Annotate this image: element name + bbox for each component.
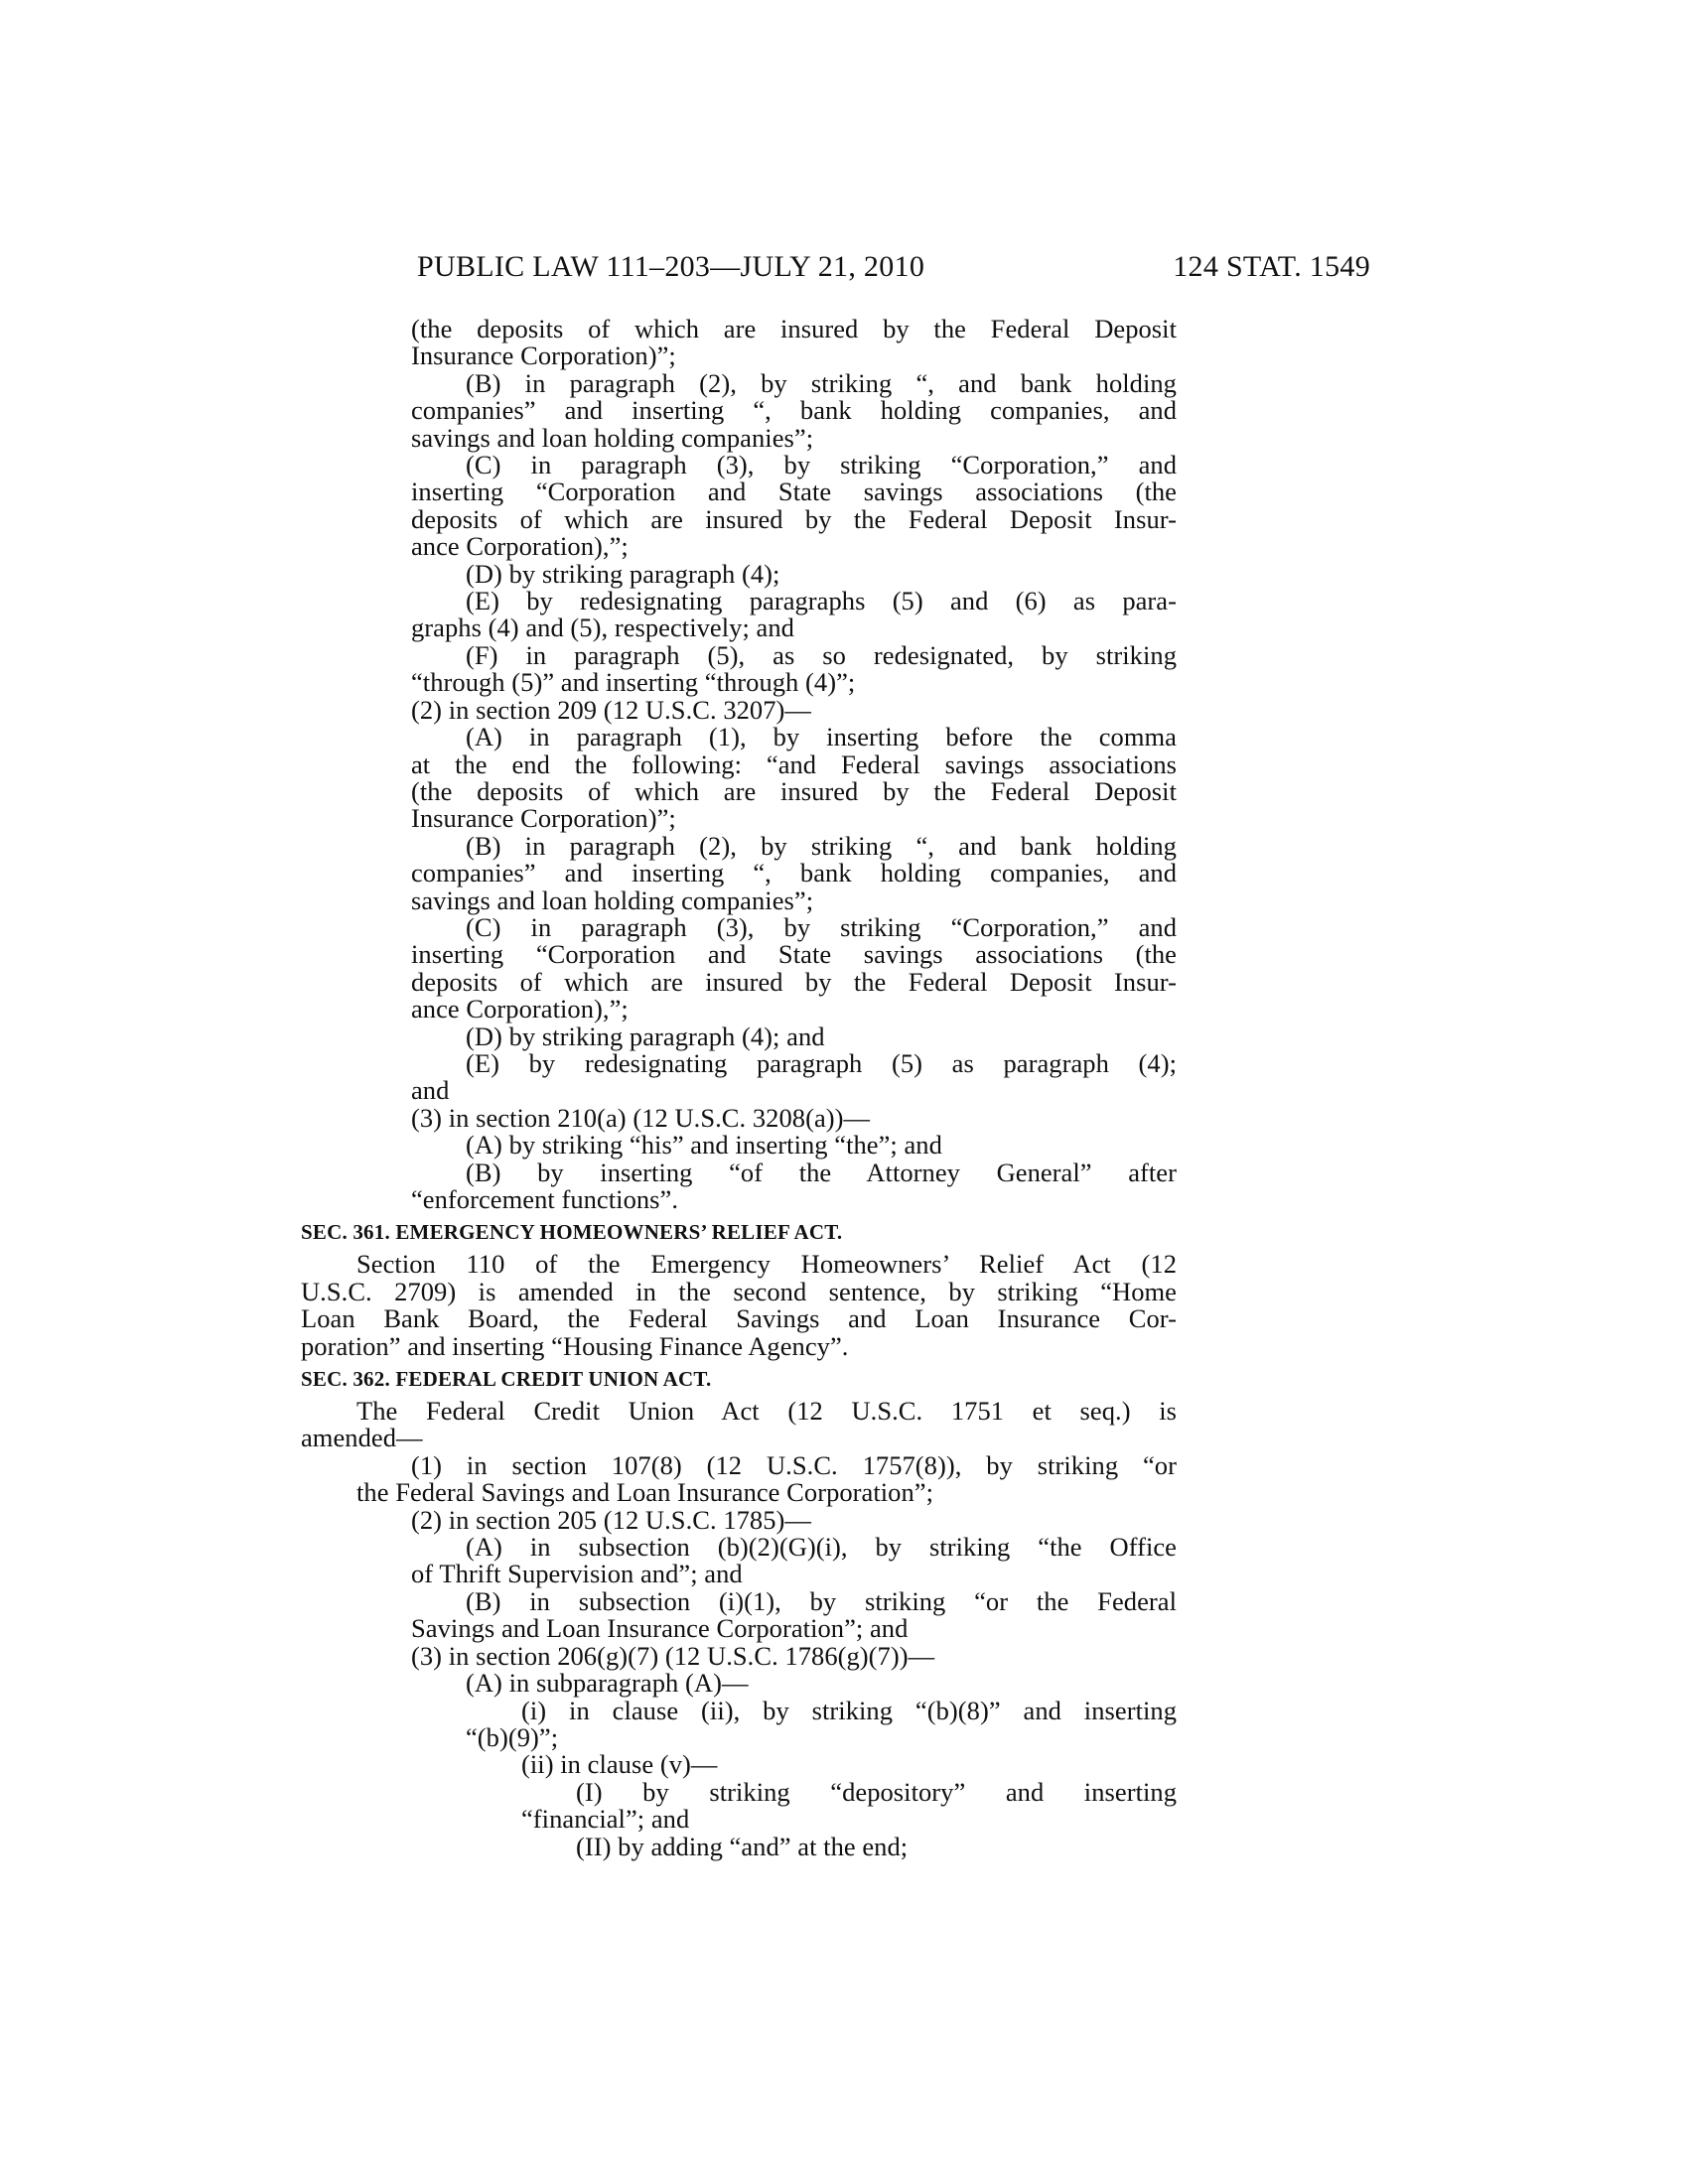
text-line: deposits of which are insured by the Federal Deposit Insur- [411, 966, 1177, 997]
section-heading: SEC. 362. FEDERAL CREDIT UNION ACT. [301, 1367, 712, 1392]
text-line: (E) by redesignating paragraphs (5) and (6) as para- [466, 586, 1177, 616]
text-line: (i) in clause (ii), by striking “(b)(8)” and inserting [521, 1695, 1177, 1725]
text-line: (2) in section 205 (12 U.S.C. 1785)— [411, 1504, 811, 1535]
text-line: (B) in paragraph (2), by striking “, and bank holding [466, 367, 1177, 398]
text-line: (II) by adding “and” at the end; [576, 1831, 909, 1861]
text-line: poration” and inserting “Housing Finance Agency”. [301, 1330, 849, 1361]
text-line: graphs (4) and (5), respectively; and [411, 613, 794, 643]
text-line: amended— [301, 1423, 423, 1453]
text-line: (ii) in clause (v)— [521, 1749, 718, 1780]
text-line: (3) in section 210(a) (12 U.S.C. 3208(a))— [411, 1102, 871, 1133]
text-line: Section 110 of the Emergency Homeowners’ Relief Act (12 [356, 1249, 1177, 1280]
text-line: (the deposits of which are insured by the Federal Deposit [411, 775, 1177, 806]
text-line: and [411, 1075, 450, 1106]
section-heading: SEC. 361. EMERGENCY HOMEOWNERS’ RELIEF ACT. [301, 1220, 843, 1245]
text-line: inserting “Corporation and State savings associations (the [411, 939, 1177, 970]
text-line: “(b)(9)”; [466, 1721, 559, 1752]
text-line: (A) in paragraph (1), by inserting before the comma [466, 722, 1177, 752]
text-line: (C) in paragraph (3), by striking “Corporation,” and [466, 911, 1177, 942]
running-header [387, 250, 1370, 290]
text-line: (B) in paragraph (2), by striking “, and bank holding [466, 830, 1177, 861]
text-line: (E) by redesignating paragraph (5) as paragraph (4); [466, 1047, 1177, 1078]
text-line: savings and loan holding companies”; [411, 422, 814, 453]
text-line: the Federal Savings and Loan Insurance Corporation”; [356, 1477, 934, 1508]
text-line: inserting “Corporation and State savings associations (the [411, 477, 1177, 507]
text-line: Savings and Loan Insurance Corporation”; and [411, 1613, 909, 1644]
text-line: (D) by striking paragraph (4); and [466, 1021, 825, 1051]
text-line: U.S.C. 2709) is amended in the second sentence, by striking “Home [301, 1276, 1177, 1306]
text-line: “through (5)” and inserting “through (4)”; [411, 667, 856, 698]
text-line: ance Corporation),”; [411, 994, 629, 1024]
text-line: ance Corporation),”; [411, 531, 629, 562]
text-line: Loan Bank Board, the Federal Savings and Loan Insurance Cor- [301, 1303, 1177, 1334]
text-line: (F) in paragraph (5), as so redesignated, by striking [466, 639, 1177, 670]
text-line: companies” and inserting “, bank holding companies, and [411, 858, 1177, 888]
text-line: Insurance Corporation)”; [411, 341, 676, 371]
running-title: PUBLIC LAW 111–203—JULY 21, 2010 [417, 250, 925, 283]
stat-page-number: 124 STAT. 1549 [1173, 250, 1370, 283]
text-line: savings and loan holding companies”; [411, 885, 814, 915]
text-line: (A) in subsection (b)(2)(G)(i), by striking “the Office [466, 1532, 1177, 1563]
text-line: companies” and inserting “, bank holding companies, and [411, 395, 1177, 426]
text-line: (2) in section 209 (12 U.S.C. 3207)— [411, 694, 811, 725]
text-line: (C) in paragraph (3), by striking “Corporation,” and [466, 450, 1177, 480]
text-line: (the deposits of which are insured by the Federal Deposit [411, 314, 1177, 343]
text-line: The Federal Credit Union Act (12 U.S.C. 1751 et seq.) is [356, 1396, 1177, 1427]
text-line: (A) in subparagraph (A)— [466, 1668, 749, 1699]
statute-text [301, 316, 1177, 1860]
text-line: (1) in section 107(8) (12 U.S.C. 1757(8)), by striking “or [411, 1449, 1177, 1480]
text-line: of Thrift Supervision and”; and [411, 1559, 743, 1589]
text-line: (I) by striking “depository” and inserting [576, 1776, 1177, 1807]
text-line: (B) in subsection (i)(1), by striking “or the Federal [466, 1585, 1177, 1616]
text-line: (A) by striking “his” and inserting “the”; and [466, 1130, 942, 1160]
text-line: at the end the following: “and Federal savings associations [411, 749, 1177, 779]
text-line: deposits of which are insured by the Federal Deposit Insur- [411, 503, 1177, 534]
text-line: (B) by inserting “of the Attorney General” after [466, 1157, 1177, 1187]
text-line: “enforcement functions”. [411, 1184, 679, 1214]
text-line: Insurance Corporation)”; [411, 803, 676, 834]
text-line: (D) by striking paragraph (4); [466, 558, 780, 589]
text-line: (3) in section 206(g)(7) (12 U.S.C. 1786(g)(7))— [411, 1640, 935, 1671]
text-line: “financial”; and [521, 1804, 690, 1835]
